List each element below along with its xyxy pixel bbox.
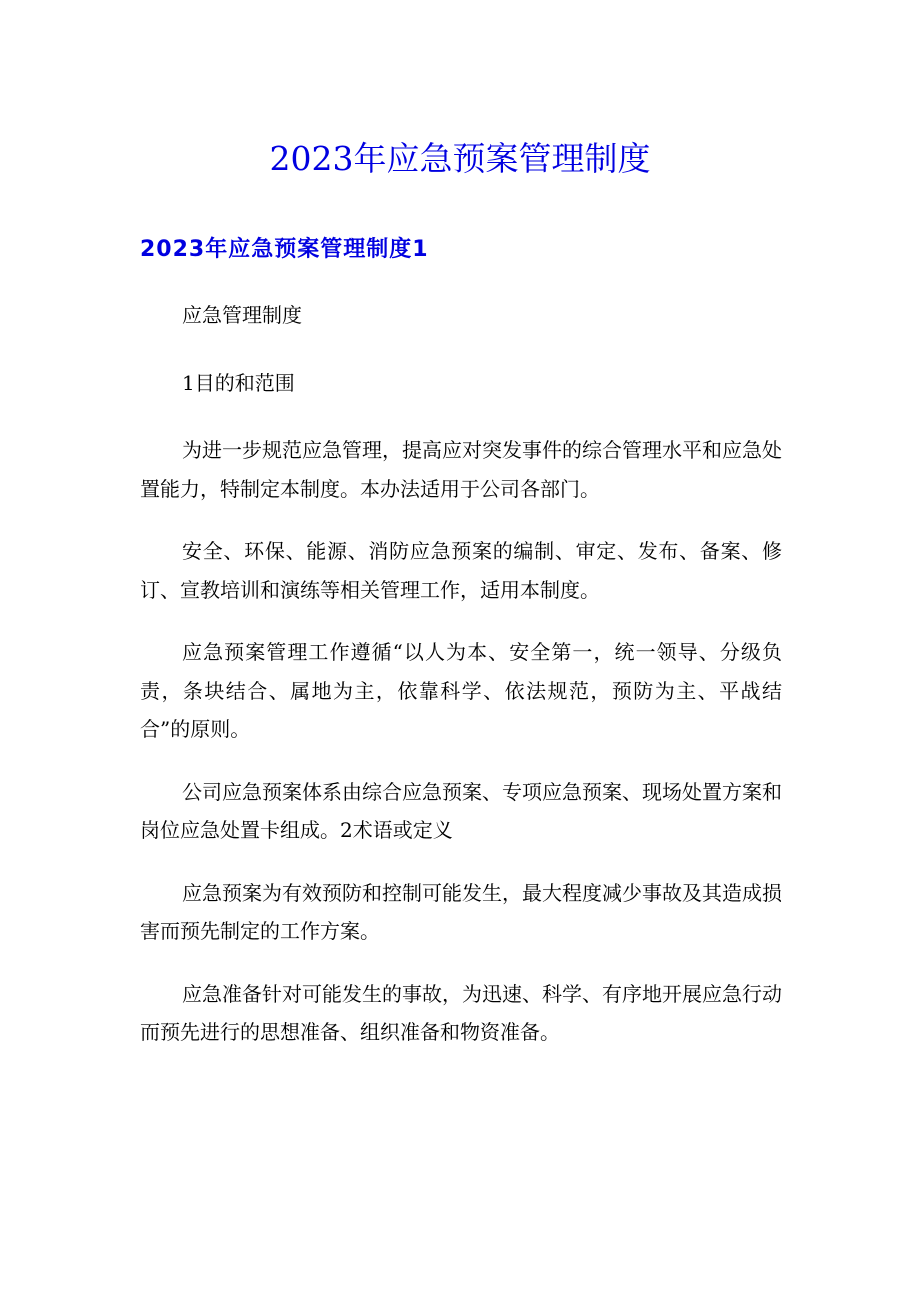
paragraph: 1目的和范围 xyxy=(182,370,295,395)
paragraph: 应急预案管理工作遵循“以人为本、安全第一，统一领导、分级负责，条块结合、属地为主，依靠科学、依法规范，预防为主、平战结合”的原则。 xyxy=(140,640,782,741)
paragraph: 公司应急预案体系由综合应急预案、专项应急预案、现场处置方案和岗位应急处置卡组成。2术语或定义 xyxy=(140,779,782,842)
document-body xyxy=(140,296,782,1076)
paragraph: 为进一步规范应急管理，提高应对突发事件的综合管理水平和应急处置能力，特制定本制度。本办法适用于公司各部门。 xyxy=(140,438,782,501)
section-heading: 2023年应急预案管理制度1 xyxy=(140,237,429,262)
paragraph: 应急管理制度 xyxy=(182,303,302,327)
paragraph: 安全、环保、能源、消防应急预案的编制、审定、发布、备案、修订、宣教培训和演练等相关管理工作，适用本制度。 xyxy=(140,539,782,602)
paragraph: 应急预案为有效预防和控制可能发生，最大程度减少事故及其造成损害而预先制定的工作方案。 xyxy=(140,880,782,943)
document-title: 2023年应急预案管理制度 xyxy=(269,139,651,178)
paragraph: 应急准备针对可能发生的事故，为迅速、科学、有序地开展应急行动而预先进行的思想准备、组织准备和物资准备。 xyxy=(140,981,782,1044)
